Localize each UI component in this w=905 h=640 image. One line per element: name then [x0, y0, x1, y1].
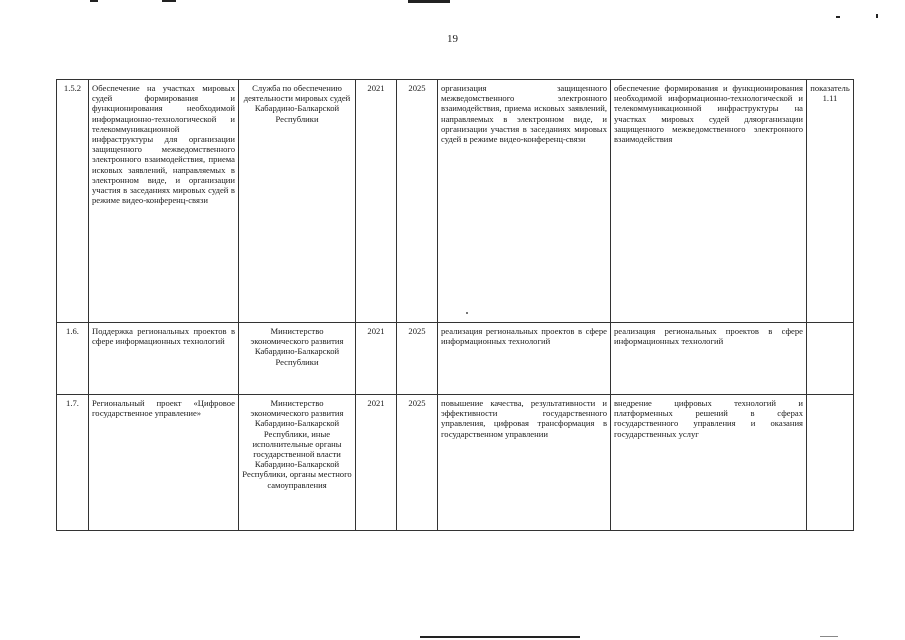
year-end: 2025	[397, 323, 438, 395]
indicator-link	[807, 395, 854, 531]
scan-artifact-mark	[836, 16, 840, 18]
scan-artifact-mark	[420, 636, 580, 638]
activity-description: обеспечение формирования и функционирования необходимой информационно-технологической и телекоммуникационной инфраструктуры на участках мировых судей дляорганизации защищенного межведомственного электронного взаимодействия	[611, 80, 807, 323]
activity-name: Поддержка региональных проектов в сфере информационных технологий	[89, 323, 239, 395]
activity-description: внедрение цифровых технологий и платформенных решений в сферах государственного управления и оказания государственных услуг	[611, 395, 807, 531]
executor: Служба по обеспечению деятельности мировых судей Кабардино-Балкарской Республики	[239, 80, 356, 323]
scan-artifact-mark	[876, 14, 878, 18]
table-row	[57, 323, 854, 395]
indicator-link	[807, 323, 854, 395]
year-start: 2021	[356, 395, 397, 531]
expected-result: организация защищенного межведомственного электронного взаимодействия, приема исковых заявлений, направляемых в электронном виде, и организации участия в заседаниях мировых судей в режиме видео-конференц-связи	[438, 80, 611, 323]
year-end: 2025	[397, 395, 438, 531]
expected-result: повышение качества, результативности и эффективности государственного управления, цифровая трансформация в государственном управлении	[438, 395, 611, 531]
year-start: 2021	[356, 323, 397, 395]
expected-result: реализация региональных проектов в сфере информационных технологий	[438, 323, 611, 395]
executor: Министерство экономического развития Кабардино-Балкарской Республики	[239, 323, 356, 395]
scan-artifact-mark	[820, 636, 838, 637]
page-number: 19	[447, 33, 458, 45]
year-end: 2025	[397, 80, 438, 323]
year-start: 2021	[356, 80, 397, 323]
scan-artifact-mark	[408, 0, 450, 3]
scan-artifact-dot	[466, 312, 468, 314]
row-number: 1.7.	[57, 395, 89, 531]
row-number: 1.5.2	[57, 80, 89, 323]
row-number: 1.6.	[57, 323, 89, 395]
indicator-link: показатель 1.11	[807, 80, 854, 323]
activity-name: Региональный проект «Цифровое государственное управление»	[89, 395, 239, 531]
scan-artifact-mark	[162, 0, 176, 2]
activity-table	[56, 79, 854, 531]
scan-artifact-mark	[90, 0, 98, 2]
table-row	[57, 395, 854, 531]
activity-description: реализация региональных проектов в сфере информационных технологий	[611, 323, 807, 395]
table-row	[57, 80, 854, 323]
executor: Министерство экономического развития Кабардино-Балкарской Республики, иные исполнительные органы государственной власти Кабардино-Балкарской Республики, органы местного самоуправления	[239, 395, 356, 531]
activity-name: Обеспечение на участках мировых судей формирования и функционирования необходимой информационно-технологической и телекоммуникационной инфраструктуры для организации защищенного межведомственного электронного взаимодействия, приема исковых заявлений, направляемых в электронном виде, и организации участия в заседаниях мировых судей в режиме видео-конференц-связи	[89, 80, 239, 323]
